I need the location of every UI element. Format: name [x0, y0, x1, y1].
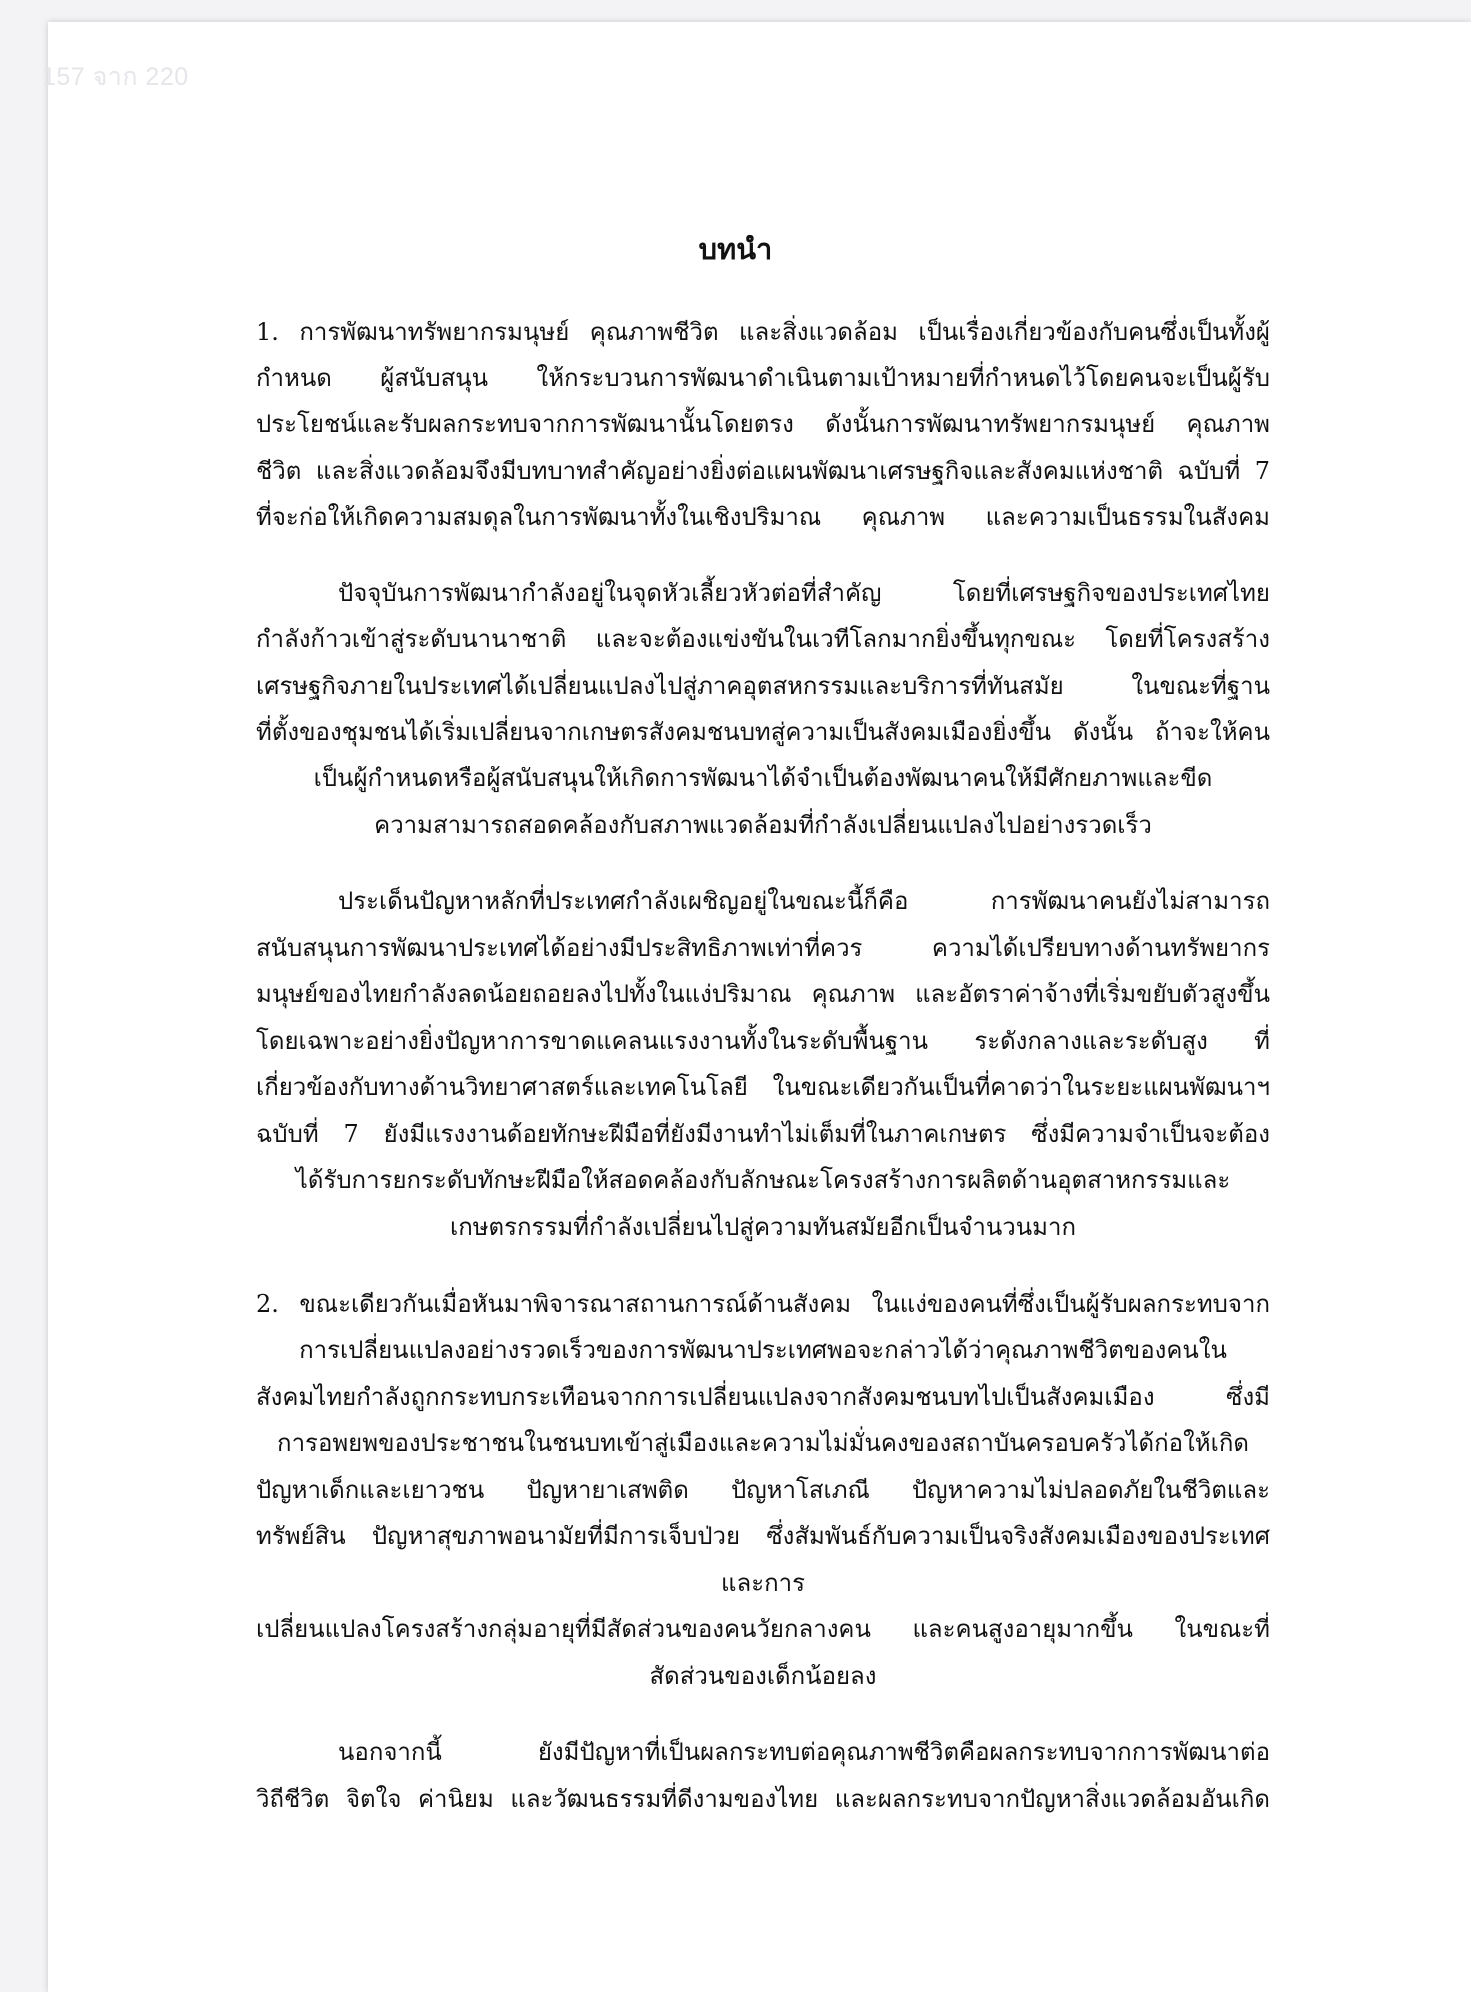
paragraph-line: 1. การพัฒนาทรัพยากรมนุษย์ คุณภาพชีวิต และสิ่งแวดล้อม เป็นเรื่องเกี่ยวข้องกับคนซึ่งเป็นทั้งผู้	[256, 318, 1270, 346]
paragraph-line: เป็นผู้กำหนดหรือผู้สนับสนุนให้เกิดการพัฒนาได้จำเป็นต้องพัฒนาคนให้มีศักยภาพและขีด	[313, 764, 1213, 792]
paragraph-line: ฉบับที่ 7 ยังมีแรงงานด้อยทักษะฝีมือที่ยังมีงานทำไม่เต็มที่ในภาคเกษตร ซึ่งมีความจำเป็นจะต้อง	[256, 1120, 1270, 1148]
paragraph-line: ได้รับการยกระดับทักษะฝีมือให้สอดคล้องกับลักษณะโครงสร้างการผลิตด้านอุตสาหกรรมและ	[295, 1166, 1231, 1194]
paragraph-line: 2. ขณะเดียวกันเมื่อหันมาพิจารณาสถานการณ์ด้านสังคม ในแง่ของคนที่ซึ่งเป็นผู้รับผลกระทบจาก	[256, 1290, 1270, 1318]
paragraph-line: ที่จะก่อให้เกิดความสมดุลในการพัฒนาทั้งในเชิงปริมาณ คุณภาพ และความเป็นธรรมในสังคม	[256, 503, 1270, 531]
paragraph-line: เกษตรกรรมที่กำลังเปลี่ยนไปสู่ความทันสมัยอีกเป็นจำนวนมาก	[449, 1213, 1076, 1241]
document-title: บทนำ	[698, 232, 773, 266]
paragraph-line: มนุษย์ของไทยกำลังลดน้อยถอยลงไปทั้งในแง่ปริมาณ คุณภาพ และอัตราค่าจ้างที่เริ่มขยับตัวสูงขึ้น	[256, 980, 1270, 1008]
paragraph-line: ปัญหาเด็กและเยาวชน ปัญหายาเสพติด ปัญหาโสเภณี ปัญหาความไม่ปลอดภัยในชีวิตและ	[256, 1476, 1270, 1504]
page-indicator: 157 จาก 220	[42, 63, 189, 91]
paragraph-line: กำลังก้าวเข้าสู่ระดับนานาชาติ และจะต้องแข่งขันในเวทีโลกมากยิ่งขึ้นทุกขณะ โดยที่โครงสร้าง	[256, 625, 1270, 653]
paragraph-line: ทรัพย์สิน ปัญหาสุขภาพอนามัยที่มีการเจ็บป่วย ซึ่งสัมพันธ์กับความเป็นจริงสังคมเมืองของประเทศ	[256, 1522, 1270, 1550]
paragraph-line: นอกจากนี้ ยังมีปัญหาที่เป็นผลกระทบต่อคุณภาพชีวิตคือผลกระทบจากการพัฒนาต่อ	[338, 1738, 1270, 1766]
paragraph-line: ชีวิต และสิ่งแวดล้อมจึงมีบทบาทสำคัญอย่างยิ่งต่อแผนพัฒนาเศรษฐกิจและสังคมแห่งชาติ ฉบับที่ 7	[256, 457, 1270, 485]
paragraph-line: เกี่ยวข้องกับทางด้านวิทยาศาสตร์และเทคโนโลยี ในขณะเดียวกันเป็นที่คาดว่าในระยะแผนพัฒนาฯ	[256, 1073, 1270, 1101]
paragraph-line: กำหนด ผู้สนับสนุน ให้กระบวนการพัฒนาดำเนินตามเป้าหมายที่กำหนดไว้โดยคนจะเป็นผู้รับ	[256, 364, 1270, 392]
paragraph-line: วิถีชีวิต จิตใจ ค่านิยม และวัฒนธรรมที่ดีงามของไทย และผลกระทบจากปัญหาสิ่งแวดล้อมอันเกิด	[256, 1785, 1270, 1813]
paragraph-line: เศรษฐกิจภายในประเทศได้เปลี่ยนแปลงไปสู่ภาคอุตสหกรรมและบริการที่ทันสมัย ในขณะที่ฐาน	[256, 672, 1270, 700]
paragraph-line: สังคมไทยกำลังถูกกระทบกระเทือนจากการเปลี่ยนแปลงจากสังคมชนบทไปเป็นสังคมเมือง ซึ่งมี	[256, 1383, 1270, 1411]
paragraph-line: สนับสนุนการพัฒนาประเทศได้อย่างมีประสิทธิภาพเท่าที่ควร ความได้เปรียบทางด้านทรัพยากร	[256, 934, 1270, 962]
paragraph-line: โดยเฉพาะอย่างยิ่งปัญหาการขาดแคลนแรงงานทั้งในระดับพื้นฐาน ระดังกลางและระดับสูง ที่	[256, 1027, 1270, 1055]
paragraph-line: การเปลี่ยนแปลงอย่างรวดเร็วของการพัฒนาประเทศพอจะกล่าวได้ว่าคุณภาพชีวิตของคนใน	[299, 1336, 1227, 1364]
paragraph-line: ปัจจุบันการพัฒนากำลังอยู่ในจุดหัวเลี้ยวหัวต่อที่สำคัญ โดยที่เศรษฐกิจของประเทศไทย	[338, 579, 1270, 607]
paragraph-line: และการ	[721, 1569, 805, 1597]
paragraph-line: ประเด็นปัญหาหลักที่ประเทศกำลังเผชิญอยู่ในขณะนี้ก็คือ การพัฒนาคนยังไม่สามารถ	[338, 887, 1270, 915]
paragraph-line: ประโยชน์และรับผลกระทบจากการพัฒนานั้นโดยตรง ดังนั้นการพัฒนาทรัพยากรมนุษย์ คุณภาพ	[256, 410, 1270, 438]
paragraph-line: ที่ตั้งของชุมชนได้เริ่มเปลี่ยนจากเกษตรสังคมชนบทสู่ความเป็นสังคมเมืองยิ่งขึ้น ดังนั้น ถ้าจะให้คน	[256, 718, 1270, 746]
paragraph-line: การอพยพของประชาชนในชนบทเข้าสู่เมืองและความไม่มั่นคงของสถาบันครอบครัวได้ก่อให้เกิด	[277, 1429, 1249, 1457]
paragraph-line: ความสามารถสอดคล้องกับสภาพแวดล้อมที่กำลังเปลี่ยนแปลงไปอย่างรวดเร็ว	[374, 811, 1152, 839]
paragraph-line: สัดส่วนของเด็กน้อยลง	[649, 1662, 877, 1690]
paragraph-line: เปลี่ยนแปลงโครงสร้างกลุ่มอายุที่มีสัดส่วนของคนวัยกลางคน และคนสูงอายุมากขึ้น ในขณะที่	[256, 1615, 1270, 1643]
